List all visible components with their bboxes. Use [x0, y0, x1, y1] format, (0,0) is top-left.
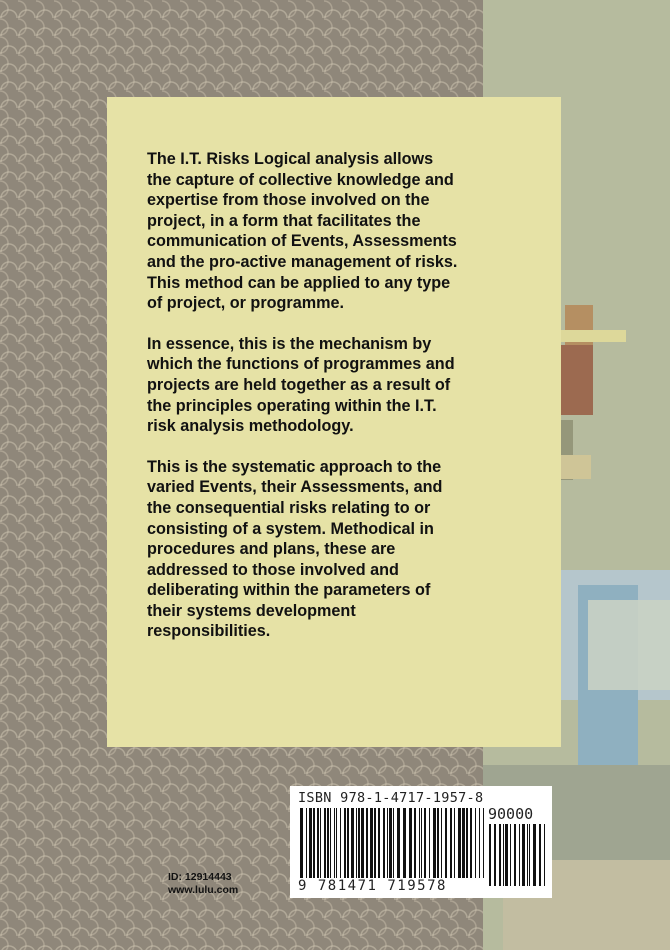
barcode-bar [419, 808, 420, 878]
barcode-bar [458, 808, 461, 878]
barcode-bar [470, 808, 472, 878]
barcode-bar [317, 808, 319, 878]
barcode-bar [327, 808, 329, 878]
barcode-bar [421, 808, 422, 878]
barcode-bar [383, 808, 385, 878]
barcode-addon-number: 90000 [488, 805, 534, 823]
deco-block-pale [588, 600, 670, 690]
barcode-bar [529, 824, 530, 886]
barcode-bar [334, 808, 335, 878]
deco-strip-yellow [561, 330, 626, 342]
barcode-bar [454, 808, 455, 878]
barcode-bar [351, 808, 354, 878]
barcode-digits: 9 781471 719578 [298, 878, 478, 894]
isbn-label: ISBN 978-1-4717-1957-8 [298, 790, 484, 806]
barcode-bar [479, 808, 480, 878]
barcode-bar [361, 808, 364, 878]
barcode-bar [356, 808, 357, 878]
blurb-paragraph-3: This is the systematic approach to the varied Events, their Assessments, and the consequential risks relating to or consisting of a system. Methodical in procedures and plans, these are addressed to those involved and deliberating within the parameters of their systems development responsibilities. [147, 457, 443, 641]
barcode-bar [494, 824, 496, 886]
blurb-paragraph-2: In essence, this is the mechanism by which the functions of programmes and projects are held together as a result of the principles operating within the I.T. risk analysis methodology. [147, 334, 455, 436]
barcode-bar [378, 808, 380, 878]
deco-block-red [561, 345, 593, 415]
barcode-bar [544, 824, 545, 886]
barcode-bar [437, 808, 439, 878]
barcode-bar [358, 808, 360, 878]
barcode-bar [510, 824, 511, 886]
barcode-bar [519, 824, 520, 886]
barcode-bar [466, 808, 468, 878]
barcode-bar [374, 808, 376, 878]
blurb-panel [107, 97, 561, 747]
barcode-bar [389, 808, 392, 878]
barcode-bar [344, 808, 346, 878]
barcode-bar [324, 808, 326, 878]
blurb-paragraph-1: The I.T. Risks Logical analysis allows the capture of collective knowledge and expertise from those involved on the project, in a form that facilitates the communication of Events, Assessments and the pro-active management of risks. This method can be applied to any type of project, or programme. [147, 150, 458, 313]
barcode-bar [505, 824, 508, 886]
barcode-bar [313, 808, 315, 878]
barcode-bar [533, 824, 536, 886]
barcode-bar [445, 808, 447, 878]
barcode-bar [320, 808, 321, 878]
barcode-bar [403, 808, 406, 878]
deco-block-beige [561, 455, 591, 479]
barcode-bars [300, 808, 486, 882]
barcode-addon-bars [489, 824, 545, 886]
barcode-bar [330, 808, 331, 878]
barcode-bar [441, 808, 442, 878]
barcode-bar [424, 808, 426, 878]
barcode-bar [483, 808, 484, 878]
barcode-bar [397, 808, 400, 878]
barcode-bar [489, 824, 491, 886]
isbn-barcode [290, 786, 552, 898]
barcode-bar [414, 808, 416, 878]
barcode-bar [370, 808, 373, 878]
barcode-bar [503, 824, 504, 886]
barcode-bar [309, 808, 312, 878]
barcode-bar [306, 808, 307, 878]
barcode-bar [347, 808, 349, 878]
barcode-bar [539, 824, 541, 886]
barcode-bar [340, 808, 341, 878]
barcode-bar [514, 824, 516, 886]
barcode-bar [522, 824, 525, 886]
barcode-bar [433, 808, 436, 878]
barcode-bar [366, 808, 368, 878]
barcode-bar [393, 808, 394, 878]
barcode-bar [527, 824, 528, 886]
barcode-bar [429, 808, 430, 878]
barcode-bar [499, 824, 501, 886]
barcode-bar [450, 808, 452, 878]
publisher-id: ID: 12914443 [168, 871, 232, 883]
barcode-bar [300, 808, 303, 878]
barcode-bar [462, 808, 465, 878]
barcode-bar [475, 808, 476, 878]
barcode-bar [409, 808, 412, 878]
publisher-url: www.lulu.com [168, 884, 239, 896]
barcode-bar [336, 808, 337, 878]
barcode-bar [387, 808, 388, 878]
